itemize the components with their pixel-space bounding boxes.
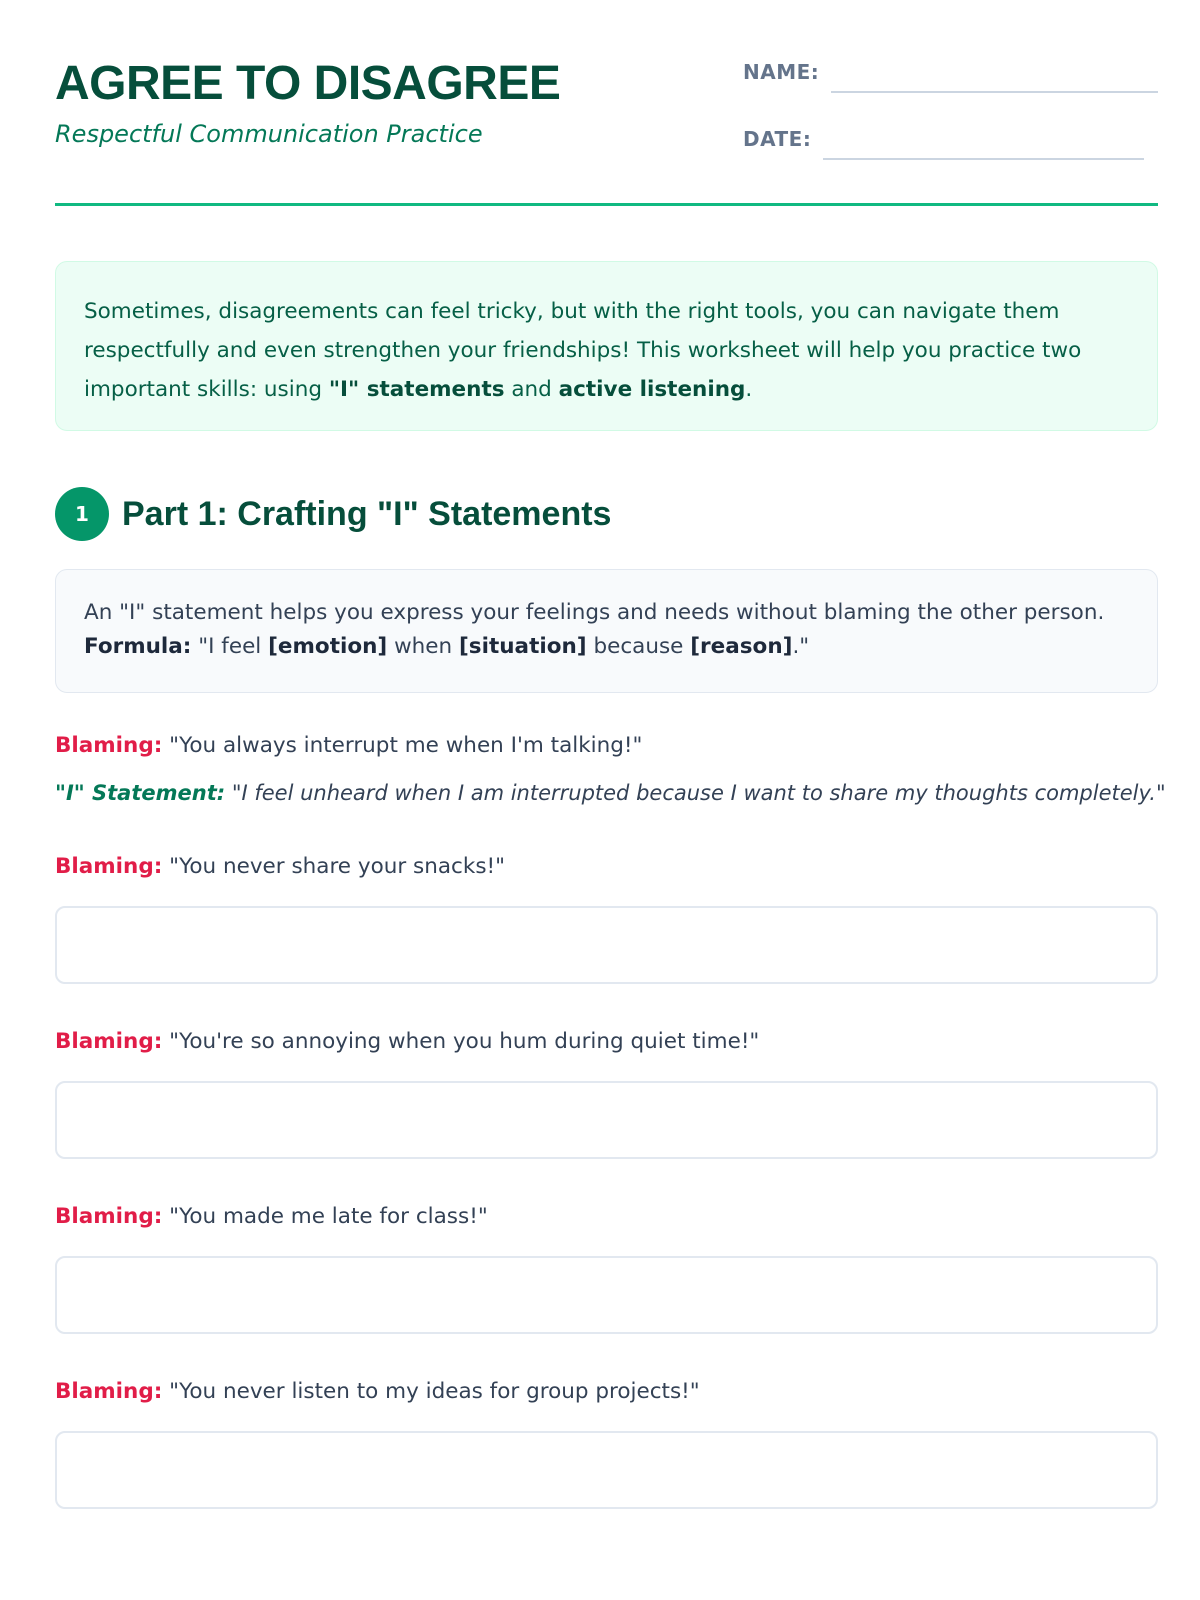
blaming-text: "You never listen to my ideas for group projects!" <box>162 1379 700 1404</box>
blaming-label: Blaming: <box>55 733 163 758</box>
example-blaming <box>55 731 642 761</box>
intro-text-between: and <box>504 377 559 402</box>
formula-box <box>55 569 1158 693</box>
formula-situation: [situation] <box>458 634 587 659</box>
example-i-statement <box>55 778 1166 808</box>
exercise-prompt <box>55 1202 488 1232</box>
header-divider <box>55 203 1158 206</box>
formula-text: "I feel <box>191 634 269 659</box>
answer-field[interactable] <box>55 1431 1158 1509</box>
intro-text: Sometimes, disagreements can feel tricky, but with the right tools, you can navigate them respectfully and even strengthen your friendships! This worksheet will help you practice two important skills: using <box>84 299 1082 402</box>
blaming-label: Blaming: <box>55 854 163 879</box>
blaming-text: "You're so annoying when you hum during quiet time!" <box>162 1029 760 1054</box>
i-statement-label: "I" Statement: <box>55 781 226 805</box>
i-statement-text: "I feel unheard when I am interrupted because I want to share my thoughts completely." <box>225 781 1166 805</box>
blaming-label: Blaming: <box>55 1029 163 1054</box>
formula-text: when <box>387 634 459 659</box>
intro-text-end: . <box>745 377 753 402</box>
blaming-text: "You made me late for class!" <box>162 1204 488 1229</box>
formula-emotion: [emotion] <box>268 634 388 659</box>
formula-text: because <box>586 634 691 659</box>
formula-reason: [reason] <box>690 634 793 659</box>
date-label: DATE: <box>743 127 812 151</box>
exercise-prompt <box>55 1377 700 1407</box>
intro-term-i-statements: "I" statements <box>328 377 505 402</box>
blaming-label: Blaming: <box>55 1379 163 1404</box>
intro-box <box>55 261 1158 431</box>
page-subtitle: Respectful Communication Practice <box>55 120 483 148</box>
answer-field[interactable] <box>55 1081 1158 1159</box>
exercise-prompt <box>55 1027 759 1057</box>
page-title: AGREE TO DISAGREE <box>55 57 561 110</box>
intro-term-active-listening: active listening <box>558 377 746 402</box>
formula-label: Formula: <box>84 634 192 659</box>
exercise-prompt <box>55 852 505 882</box>
blaming-text: "You always interrupt me when I'm talking!" <box>162 733 643 758</box>
part-title: Part 1: Crafting "I" Statements <box>122 495 612 533</box>
formula-text: ." <box>792 634 810 659</box>
date-field-line[interactable] <box>823 158 1144 160</box>
blaming-text: "You never share your snacks!" <box>162 854 506 879</box>
answer-field[interactable] <box>55 1256 1158 1334</box>
formula-description: An "I" statement helps you express your feelings and needs without blaming the other person. <box>84 600 1105 625</box>
name-field-line[interactable] <box>831 91 1158 93</box>
answer-field[interactable] <box>55 906 1158 984</box>
name-label: NAME: <box>743 60 820 84</box>
part-number-badge: 1 <box>55 487 109 541</box>
blaming-label: Blaming: <box>55 1204 163 1229</box>
